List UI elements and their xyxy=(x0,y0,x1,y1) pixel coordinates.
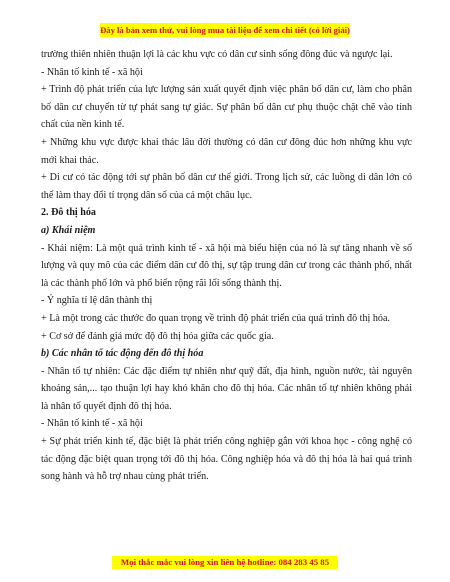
paragraph: trường thiên nhiên thuận lợi là các khu vực có dân cư sinh sống đông đúc và ngược lại. xyxy=(41,49,393,60)
paragraph: - Ý nghĩa tỉ lệ dân thành thị xyxy=(41,295,153,307)
subsection-heading: a) Khái niệm xyxy=(41,224,96,236)
paragraph: - Nhân tố tự nhiên: Các đặc điểm tự nhiên như quỹ đất, địa hình, nguồn nước, tài nguyên khoáng sản,... tạo thuận lợi hay khó khăn cho đô thị hóa. Các nhân tố tự nhiên không phải là nhân tố quyết định đô thị hóa. xyxy=(41,365,412,412)
hotline-footer-banner: Mọi thắc mắc vui lòng xin liên hệ hotline: 084 283 45 85 xyxy=(112,556,338,569)
document-body xyxy=(41,46,412,486)
paragraph: + Những khu vực được khai thác lâu đời thường có dân cư đông đúc hơn những khu vực mới khai thác. xyxy=(41,136,412,166)
paragraph: + Di cư có tác động tới sự phân bố dân cư thế giới. Trong lịch sử, các luồng di dân lớn có thể làm thay đổi tỉ trọng dân số của cả một châu lục. xyxy=(41,172,412,201)
section-heading: 2. Đô thị hóa xyxy=(41,207,96,219)
paragraph: - Khái niệm: Là một quá trình kinh tế - xã hội mà biểu hiện của nó là sự tăng nhanh về số lượng và quy mô của các điểm dân cư đô thị, sự tập trung dân cư trong các thành phố, nhất là các thành phố lớn và phổ biến rộng rãi lối sống thành thị. xyxy=(41,242,412,289)
paragraph: + Cơ sở để đánh giá mức độ đô thị hóa giữa các quốc gia. xyxy=(41,330,274,342)
subsection-heading: b) Các nhân tố tác động đến đô thị hóa xyxy=(41,348,204,360)
paragraph: + Là một trong các thước đo quan trọng về trình độ phát triển của quá trình đô thị hóa. xyxy=(41,312,390,324)
paragraph: - Nhân tố kinh tế - xã hội xyxy=(41,418,143,430)
paragraph: + Sự phát triển kinh tế, đặc biệt là phát triển công nghiệp gắn với khoa học - công nghệ có tác động đặc biệt quan trọng tới đô thị hóa. Công nghiệp hóa và đô thị hóa là hai quá trình song hành và hỗ trợ nhau cùng phát triển. xyxy=(41,436,412,483)
paragraph: - Nhân tố kinh tế - xã hội xyxy=(41,66,143,78)
preview-notice-banner: Đây là bản xem thử, vui lòng mua tài liệu để xem chi tiết (có lời giải) xyxy=(100,25,350,35)
paragraph: + Trình độ phát triển của lực lượng sản xuất quyết định việc phân bố dân cư, làm cho phân bố dân cư chuyển từ tự phát sang tự giác. Sự phân bố dân cư phụ thuộc chặt chẽ vào tính chất của nền kinh tế. xyxy=(41,84,412,131)
